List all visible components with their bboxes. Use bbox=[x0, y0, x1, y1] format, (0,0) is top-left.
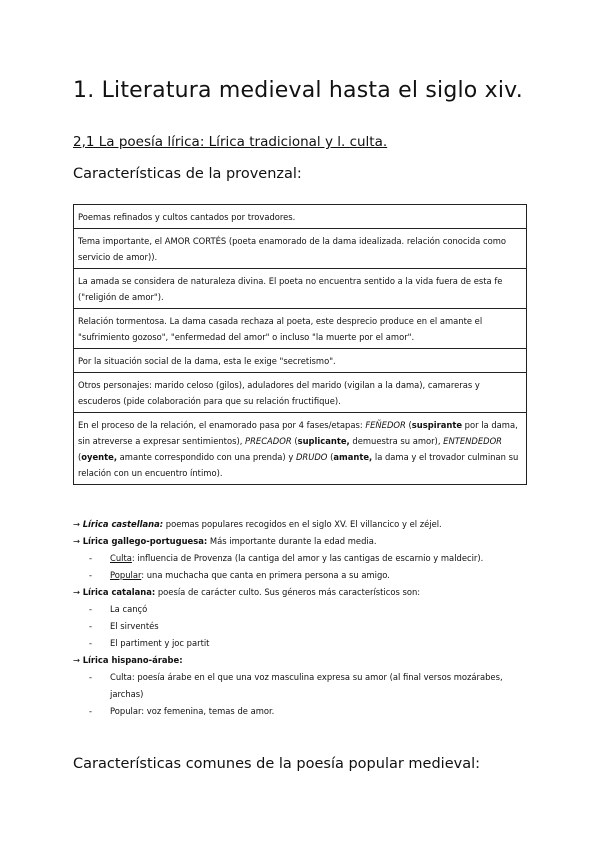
provenzal-heading: Características de la provenzal: bbox=[73, 166, 302, 182]
table-row bbox=[74, 205, 527, 229]
list-item-label: Lírica castellana: bbox=[82, 519, 164, 529]
stages-text: demuestra su amor), bbox=[349, 436, 444, 446]
list-item bbox=[73, 533, 533, 550]
sub-item-text: El sirventés bbox=[110, 621, 159, 631]
table-row bbox=[74, 309, 527, 349]
dash-bullet: - bbox=[89, 570, 93, 580]
stages-text: por la dama, sin atreverse a expresar sentimientos), bbox=[78, 420, 518, 446]
table-row bbox=[74, 413, 527, 485]
stage-label: amante, bbox=[333, 452, 373, 462]
table-cell: Tema importante, el AMOR CORTÉS (poeta enamorado de la dama idealizada. relación conocida como servicio de amor)). bbox=[74, 229, 527, 269]
stage-label: oyente, bbox=[81, 452, 118, 462]
sub-item-text: Popular: voz femenina, temas de amor. bbox=[110, 706, 275, 716]
list-item-label: Lírica hispano-árabe: bbox=[82, 655, 183, 665]
table-cell: Poemas refinados y cultos cantados por trovadores. bbox=[74, 205, 527, 229]
arrow-icon: → bbox=[73, 536, 81, 546]
section-subtitle: 2,1 La poesía lírica: Lírica tradicional y l. culta. bbox=[73, 134, 388, 150]
page-title: 1. Literatura medieval hasta el siglo xiv. bbox=[73, 78, 523, 103]
sub-list-item bbox=[73, 550, 533, 567]
sub-list-item bbox=[73, 669, 533, 703]
list-item bbox=[73, 652, 533, 669]
sub-list-item bbox=[73, 703, 533, 720]
dash-bullet: - bbox=[89, 604, 93, 614]
sub-item-text: : influencia de Provenza (la cantiga del amor y las cantigas de escarnio y maldecir). bbox=[131, 553, 484, 563]
sub-list-item bbox=[73, 601, 533, 618]
table-row bbox=[74, 269, 527, 309]
provenzal-characteristics-table bbox=[73, 204, 527, 485]
dash-bullet: - bbox=[89, 706, 93, 716]
stage-name: FEÑEDOR bbox=[365, 420, 406, 430]
arrow-icon: → bbox=[73, 519, 81, 529]
dash-bullet: - bbox=[89, 621, 93, 631]
table-row bbox=[74, 349, 527, 373]
stage-label: suspirante bbox=[411, 420, 463, 430]
sub-item-text: El partiment y joc partit bbox=[110, 638, 210, 648]
stages-text: la dama y el trovador culminan su relación con un encuentro íntimo). bbox=[78, 452, 519, 478]
list-item-text: poesía de carácter culto. Sus géneros más característicos son: bbox=[155, 587, 421, 597]
popular-poetry-heading: Características comunes de la poesía popular medieval: bbox=[73, 756, 481, 772]
stage-name: DRUDO bbox=[295, 452, 328, 462]
arrow-icon: → bbox=[73, 655, 81, 665]
table-cell: Por la situación social de la dama, esta le exige "secretismo". bbox=[74, 349, 527, 373]
sub-item-text: : una muchacha que canta en primera persona a su amigo. bbox=[141, 570, 390, 580]
list-item bbox=[73, 516, 533, 533]
stages-text: amante correspondido con una prenda) y bbox=[117, 452, 296, 462]
list-item-label: Lírica gallego-portuguesa: bbox=[82, 536, 208, 546]
sub-item-text: Culta: poesía árabe en el que una voz masculina expresa su amor (al final versos mozárabes, jarchas) bbox=[110, 672, 503, 699]
list-item bbox=[73, 584, 533, 601]
lyric-types-list bbox=[73, 516, 533, 720]
sub-item-label: Popular bbox=[110, 570, 142, 580]
table-row bbox=[74, 229, 527, 269]
arrow-icon: → bbox=[73, 587, 81, 597]
list-item-text: poemas populares recogidos en el siglo XV. El villancico y el zéjel. bbox=[163, 519, 442, 529]
dash-bullet: - bbox=[89, 672, 93, 682]
sub-list-item bbox=[73, 567, 533, 584]
sub-item-text: La cançó bbox=[110, 604, 148, 614]
table-cell: Relación tormentosa. La dama casada rechaza al poeta, este desprecio produce en el amante el "sufrimiento gozoso", "enfermedad del amor" o incluso "la muerte por el amor". bbox=[74, 309, 527, 349]
stage-name: PRECADOR bbox=[245, 436, 292, 446]
sub-list-item bbox=[73, 618, 533, 635]
sub-list-item bbox=[73, 635, 533, 652]
table-cell: La amada se considera de naturaleza divina. El poeta no encuentra sentido a la vida fuera de esta fe ("religión de amor"). bbox=[74, 269, 527, 309]
table-row bbox=[74, 373, 527, 413]
table-cell: Otros personajes: marido celoso (gilos), aduladores del marido (vigilan a la dama), camareras y escuderos (pide colaboración para que su relación fructifique). bbox=[74, 373, 527, 413]
list-item-text: Más importante durante la edad media. bbox=[207, 536, 377, 546]
dash-bullet: - bbox=[89, 553, 93, 563]
stage-name: ENTENDEDOR bbox=[443, 436, 502, 446]
sub-item-label: Culta bbox=[110, 553, 132, 563]
stages-text: En el proceso de la relación, el enamorado pasa por 4 fases/etapas: bbox=[78, 420, 366, 430]
list-item-label: Lírica catalana: bbox=[82, 587, 156, 597]
dash-bullet: - bbox=[89, 638, 93, 648]
table-cell-stages: En el proceso de la relación, el enamorado pasa por 4 fases/etapas: FEÑEDOR (suspirante por la dama, sin atreverse a expresar sentimientos), PRECADOR (suplicante, demuestra su amor), ENTENDEDOR (oyente, amante correspondido con una prenda) y DRUDO (amante, la dama y el trovador culminan su relación con un encuentro íntimo). bbox=[74, 413, 527, 485]
stage-label: suplicante, bbox=[297, 436, 350, 446]
